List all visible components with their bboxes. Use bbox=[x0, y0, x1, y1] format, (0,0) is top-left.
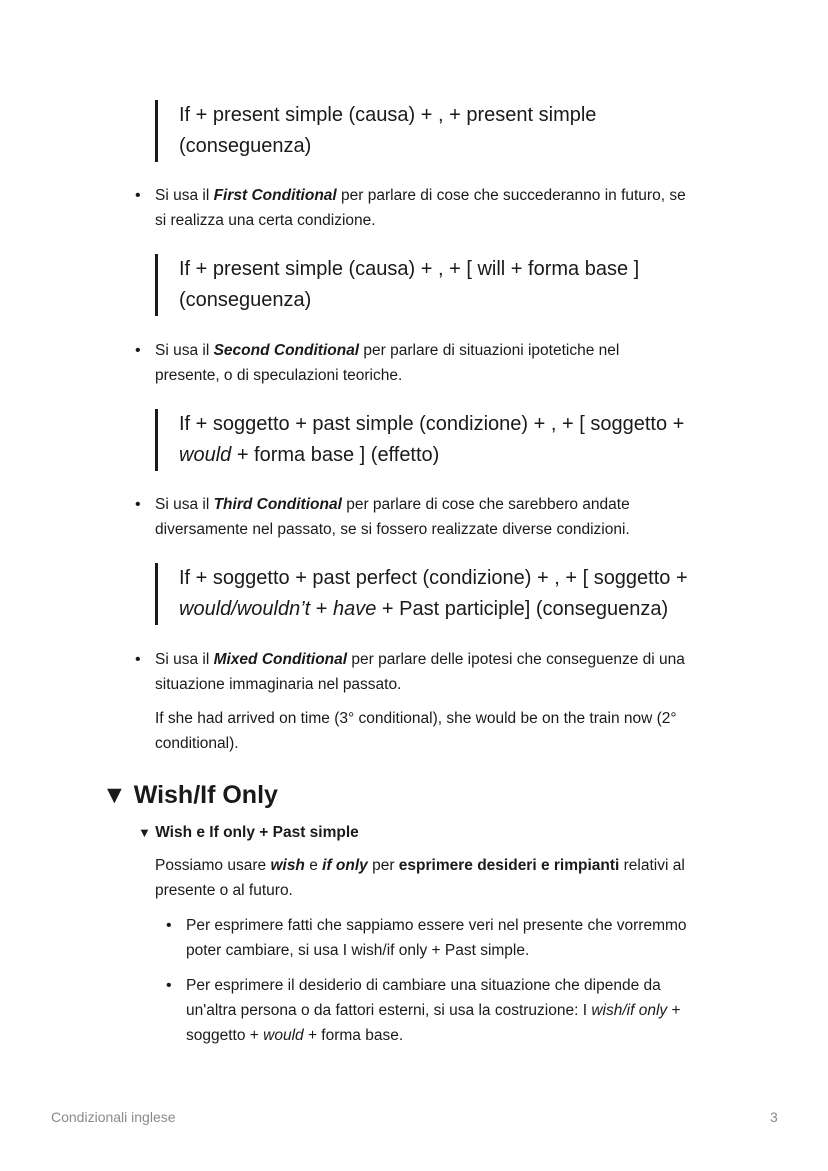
term-third-conditional: Third Conditional bbox=[213, 496, 342, 513]
formula-third-conditional: If + soggetto + past perfect (condizione) + , + [ soggetto + would/wouldn’t + have + Past participle] (conseguenza) bbox=[155, 563, 759, 625]
footer-page-number: 3 bbox=[770, 1109, 778, 1125]
term-first-conditional: First Conditional bbox=[213, 187, 337, 204]
heading-title: Wish e If only + Past simple bbox=[155, 824, 359, 841]
formula-line: If + soggetto + past perfect (condizione) + , + [ soggetto + bbox=[179, 567, 688, 589]
term-second-conditional: Second Conditional bbox=[213, 342, 360, 359]
bullet-mixed-conditional: • Si usa il Mixed Conditional per parlare delle ipotesi che conseguenze di una situazione immaginaria nel passato. bbox=[155, 647, 745, 697]
formula-line: If + soggetto + past simple (condizione) + , + [ soggetto + bbox=[179, 413, 685, 435]
formula-first-conditional bbox=[155, 254, 739, 316]
triangle-down-icon[interactable]: ▼ bbox=[102, 781, 127, 809]
toggle-heading-wish-past-simple[interactable] bbox=[138, 821, 359, 845]
bullet-second-conditional: • Si usa il Second Conditional per parlare di situazioni ipotetiche nel presente, o di speculazioni teoriche. bbox=[155, 338, 745, 388]
bullet-third-conditional: • Si usa il Third Conditional per parlare di cose che sarebbero andate diversamente nel passato, se si fossero realizzate diverse condizioni. bbox=[155, 492, 745, 542]
formula-line: If + present simple (causa) + , + [ will + forma base ] bbox=[179, 258, 640, 280]
sub-bullet-past-simple: • Per esprimere fatti che sappiamo essere veri nel presente che vorremmo poter cambiare, si usa I wish/if only + Past simple. bbox=[186, 913, 746, 963]
formula-line: (conseguenza) bbox=[179, 135, 312, 157]
formula-line: If + present simple (causa) + , + present simple bbox=[179, 104, 597, 126]
wish-intro: Possiamo usare wish e if only per esprimere desideri e rimpianti relativi al presente o al futuro. bbox=[155, 857, 685, 899]
term-mixed-conditional: Mixed Conditional bbox=[213, 651, 348, 668]
heading-title: Wish/If Only bbox=[133, 781, 278, 809]
sub-bullet-would: • Per esprimere il desiderio di cambiare una situazione che dipende da un'altra persona o da fattori esterni, si usa la costruzione: I wish/if only + soggetto + would + forma base. bbox=[186, 973, 746, 1048]
mixed-example: If she had arrived on time (3° conditional), she would be on the train now (2° conditional). bbox=[155, 710, 677, 752]
toggle-heading-wish-if-only[interactable] bbox=[102, 778, 278, 812]
formula-line: (conseguenza) bbox=[179, 289, 312, 311]
formula-zero-conditional bbox=[155, 100, 739, 162]
bullet-first-conditional: • Si usa il First Conditional per parlare di cose che succederanno in futuro, se si realizza una certa condizione. bbox=[155, 183, 745, 233]
footer-document-title: Condizionali inglese bbox=[51, 1109, 176, 1125]
formula-second-conditional: If + soggetto + past simple (condizione) + , + [ soggetto + would + forma base ] (effetto) bbox=[155, 409, 739, 471]
triangle-down-icon[interactable]: ▼ bbox=[138, 825, 151, 840]
